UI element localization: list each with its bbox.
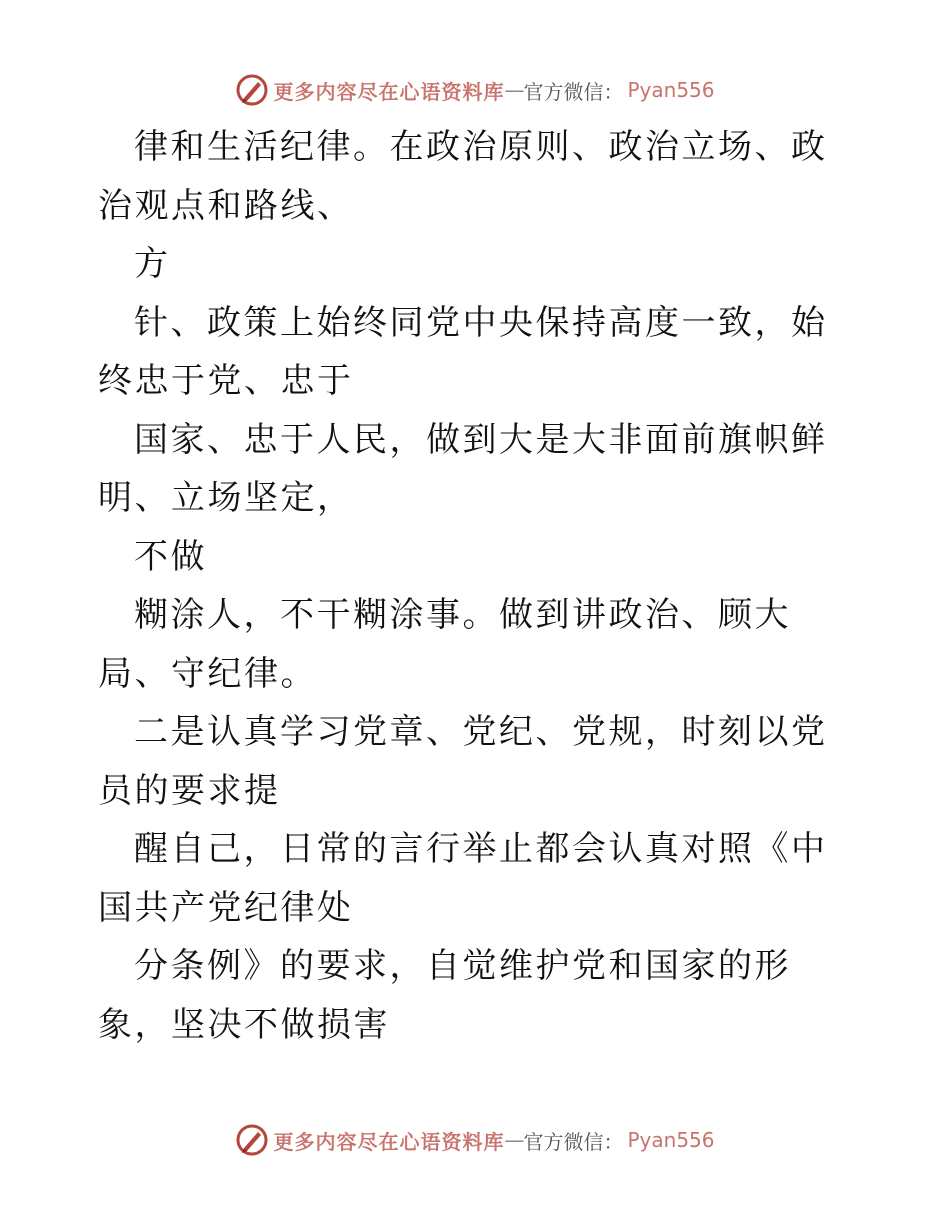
header-watermark (0, 70, 950, 110)
paragraph-9: 分条例》的要求，自觉维护党和国家的形象，坚决不做损害 (98, 946, 791, 1045)
footer-site-name: 更多内容尽在心语资料库 (273, 1129, 505, 1154)
paragraph-8: 醒自己，日常的言行举止都会认真对照《中国共产党纪律处 (98, 829, 828, 928)
paragraph-2: 方 (134, 244, 171, 284)
footer-watermark (0, 1120, 950, 1160)
header-separator: — (504, 78, 524, 102)
footer-separator: — (504, 1128, 524, 1152)
pen-logo-icon (235, 73, 269, 107)
paragraph-1: 律和生活纪律。在政治原则、政治立场、政治观点和路线、 (98, 127, 828, 226)
paragraph-5: 不做 (134, 536, 207, 577)
header-wechat-id: Pyan556 (627, 78, 715, 102)
paragraph-7: 二是认真学习党章、党纪、党规，时刻以党员的要求提 (98, 712, 828, 811)
header-wechat-label: 官方微信： (523, 79, 624, 104)
header-site-name: 更多内容尽在心语资料库 (273, 79, 505, 104)
footer-wechat-label: 官方微信： (523, 1129, 624, 1154)
footer-wechat-id: Pyan556 (627, 1128, 715, 1152)
paragraph-4: 国家、忠于人民，做到大是大非面前旗帜鲜明、立场坚定， (98, 419, 828, 518)
paragraph-3: 针、政策上始终同党中央保持高度一致，始终忠于党、忠于 (98, 302, 828, 401)
paragraph-6: 糊涂人，不干糊涂事。做到讲政治、顾大局、守纪律。 (98, 595, 791, 694)
document-body (98, 118, 858, 1054)
pen-logo-icon (235, 1123, 269, 1157)
